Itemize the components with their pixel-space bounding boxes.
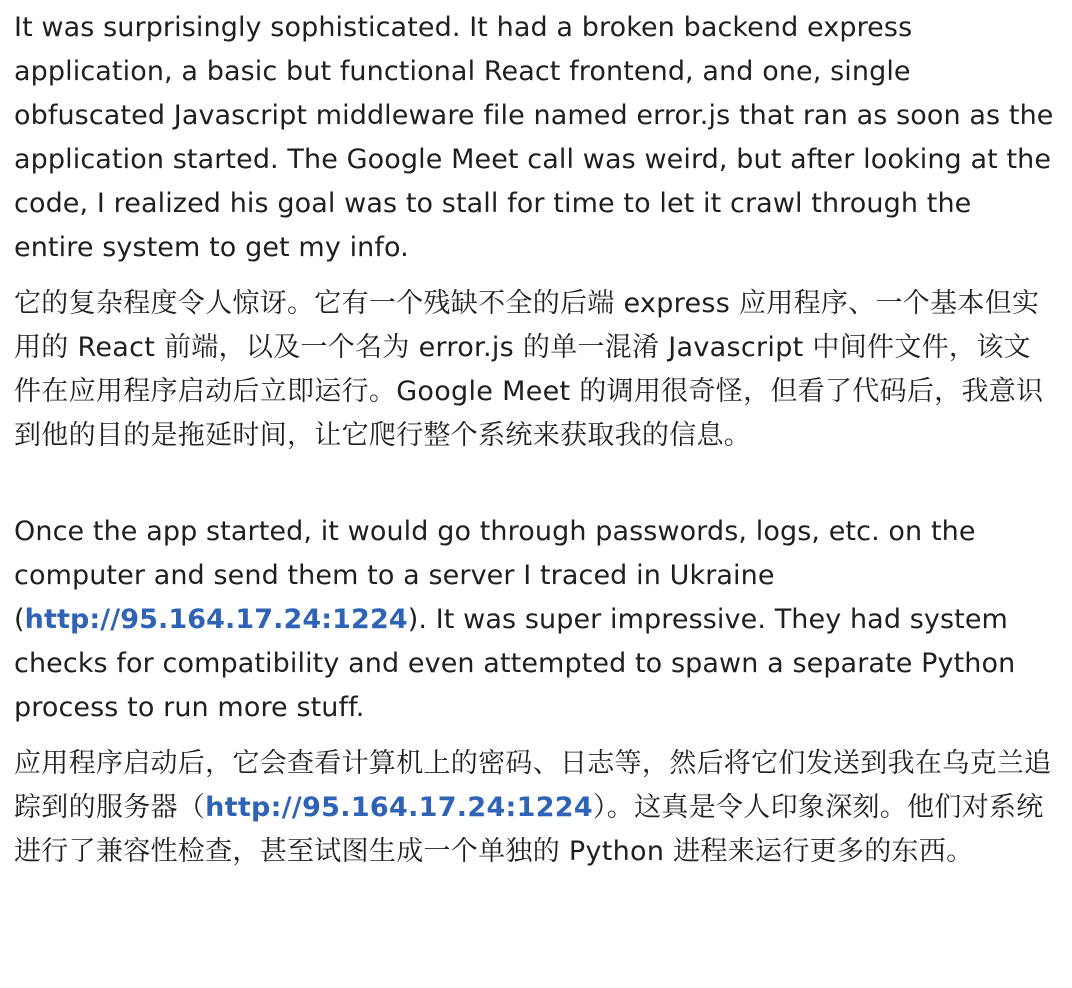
paragraph-2-chinese xyxy=(14,742,1058,874)
paragraph-2-english-text-start: Once the app started, it would go through passwords, logs, etc. on the computer and send them to a server I traced in Ukraine ( xyxy=(14,516,976,635)
paragraph-2-english xyxy=(14,510,1058,730)
paragraph-2-chinese-text-start: 应用程序启动后，它会查看计算机上的密码、日志等，然后将它们发送到我在乌克兰追踪到的服务器（ xyxy=(14,748,1052,823)
paragraph-1-chinese: 它的复杂程度令人惊讶。它有一个残缺不全的后端 express 应用程序、一个基本但实用的 React 前端，以及一个名为 error.js 的单一混淆 Javascript 中间件文件，该文件在应用程序启动后立即运行。Google Meet 的调用很奇怪，但看了代码后，我意识到他的目的是拖延时间，让它爬行整个系统来获取我的信息。 xyxy=(14,288,1044,451)
section-spacer xyxy=(14,470,1058,510)
paragraph-2-english-text-end: ). It was super impressive. They had system checks for compatibility and even attempted to spawn a separate Python process to run more stuff. xyxy=(14,604,1016,723)
server-url-link-english[interactable]: http://95.164.17.24:1224 xyxy=(24,604,408,635)
server-url-link-chinese[interactable]: http://95.164.17.24:1224 xyxy=(205,792,593,823)
paragraph-2-chinese-text-end: ）。这真是令人印象深刻。他们对系统进行了兼容性检查，甚至试图生成一个单独的 Python 进程来运行更多的东西。 xyxy=(14,792,1044,867)
paragraph-1-english: It was surprisingly sophisticated. It had a broken backend express application, a basic but functional React frontend, and one, single obfuscated Javascript middleware file named error.js that ran as soon as the application started. The Google Meet call was weird, but after looking at the code, I realized his goal was to stall for time to let it crawl through the entire system to get my info. xyxy=(14,12,1054,263)
